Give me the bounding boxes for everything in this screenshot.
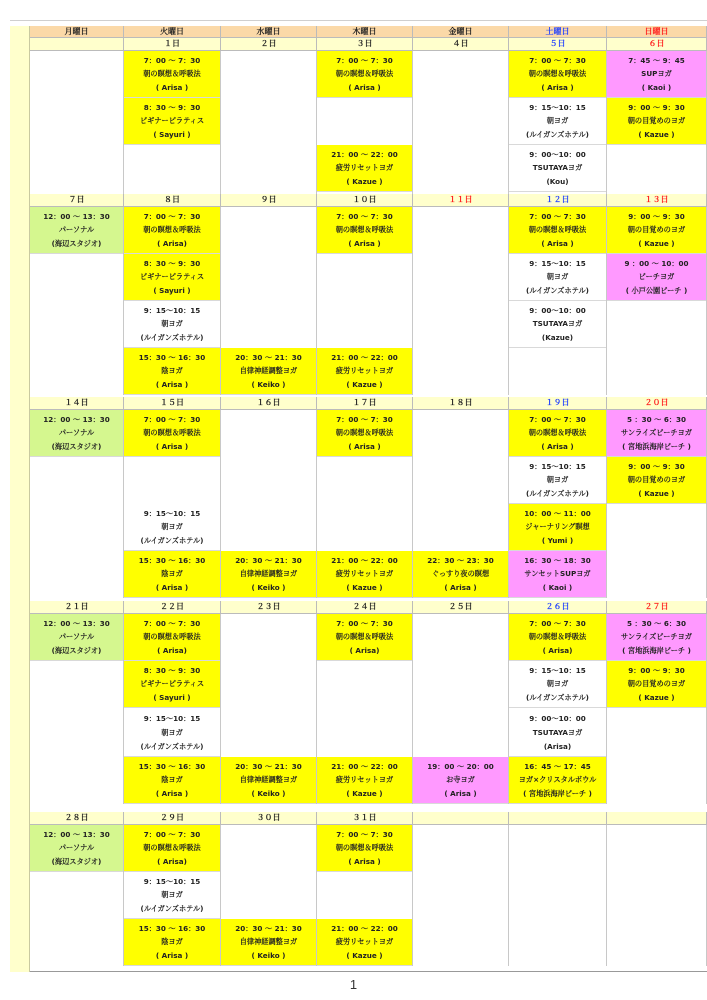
event-block[interactable] [607,254,706,301]
event-block[interactable] [317,757,412,804]
event-time: 7：00 〜 7：30 [529,415,586,425]
event-title: 朝の目覚めのヨガ [627,116,686,126]
event-title: 疲労リセットヨガ [335,163,394,173]
date-label: ９日 [221,194,317,207]
event-block[interactable] [509,51,606,98]
event-title: 朝の瞑想＆呼吸法 [143,843,201,853]
date-label: ２９日 [124,812,221,825]
date-label: ６日 [607,38,707,51]
event-title: ジャーナリング瞑想 [525,522,590,532]
event-title: サンライズビーチヨガ [621,632,692,642]
event-time: 9：15〜10：15 [529,666,586,676]
event-title: 疲労リセットヨガ [335,937,394,947]
event-instructor: (ルイガンズホテル) [140,741,204,751]
event-time: 21：00 〜 22：00 [331,924,398,934]
date-label: ２４日 [317,601,413,614]
date-label: １１日 [413,194,509,207]
event-block[interactable] [124,348,220,395]
event-instructor: (Kou) [546,176,569,186]
event-time: 21：00 〜 22：00 [331,556,398,566]
date-label [607,812,707,825]
date-label: ２２日 [124,601,221,614]
date-label: １０日 [317,194,413,207]
event-block[interactable] [124,661,220,708]
event-instructor: ( Arisa ) [541,82,574,92]
date-label: １８日 [413,397,509,410]
event-block[interactable] [509,661,606,708]
event-instructor: (ルイガンズホテル) [140,903,204,913]
event-block[interactable] [124,207,220,254]
date-label [30,38,124,51]
event-instructor: ( Kazue ) [346,582,383,592]
event-instructor: ( Arisa) [349,645,380,655]
event-title: SUPヨガ [641,69,672,79]
event-time: 9：00 〜 9：30 [628,666,685,676]
event-time: 7：00 〜 7：30 [143,619,201,629]
event-title: 自律神経調整ヨガ [239,775,298,785]
event-block[interactable] [124,504,220,551]
event-title: 朝の瞑想＆呼吸法 [335,428,394,438]
event-time: 7：00 〜 7：30 [529,212,586,222]
event-time: 7：00 〜 7：30 [336,830,393,840]
date-label: １７日 [317,397,413,410]
date-label: １５日 [124,397,221,410]
day-cell [509,825,607,966]
event-time: 9：15〜10：15 [143,877,201,887]
event-title: 朝ヨガ [161,319,183,329]
event-instructor: (ルイガンズホテル) [140,535,204,545]
event-title: 朝ヨガ [161,890,183,900]
event-time: 5 ：30 〜 6：30 [626,619,687,629]
event-instructor: ( Sayuri ) [153,285,191,295]
weekday-header: 水曜日 [221,26,317,38]
event-block[interactable] [607,410,706,457]
event-title: ビーチヨガ [638,272,675,282]
event-instructor: ( Sayuri ) [153,692,191,702]
day-cell [413,825,509,966]
event-block[interactable] [317,410,412,457]
event-time: 9：15〜10：15 [143,306,201,316]
date-label: ２７日 [607,601,707,614]
event-instructor: (ルイガンズホテル) [526,692,589,702]
event-time: 9：00 〜 9：30 [628,103,685,113]
event-block[interactable] [30,614,123,661]
event-instructor: ( Arisa ) [155,82,189,92]
event-instructor: ( Arisa ) [348,856,381,866]
event-block[interactable] [124,825,220,872]
event-title: 朝の瞑想＆呼吸法 [143,632,201,642]
event-instructor: ( Keiko ) [251,788,286,798]
event-instructor: (ルイガンズホテル) [526,129,589,139]
event-title: パーソナル [58,843,95,853]
event-title: 朝の目覚めのヨガ [627,475,686,485]
event-instructor: ( Arisa ) [155,582,189,592]
event-instructor: ( Arisa ) [155,950,189,960]
event-instructor: ( Yumi ) [541,535,574,545]
event-instructor: (海辺スタジオ) [51,645,102,655]
event-instructor: ( Kazue ) [638,488,675,498]
event-title: 陰ヨガ [161,366,183,376]
event-instructor: ( Arisa ) [155,441,189,451]
event-time: 9：00 〜 9：30 [628,212,685,222]
event-block[interactable] [607,457,706,504]
date-label: ２１日 [30,601,124,614]
event-title: 朝の目覚めのヨガ [627,679,686,689]
date-label: ４日 [413,38,509,51]
event-time: 12：00 〜 13：30 [43,619,110,629]
event-instructor: ( Arisa ) [155,788,189,798]
event-block[interactable] [221,757,316,804]
event-block[interactable] [509,708,606,757]
event-title: サンセットSUPヨガ [524,569,591,579]
date-label: １９日 [509,397,607,410]
event-block[interactable] [317,207,412,254]
event-instructor: ( Arisa) [157,856,187,866]
event-time: 7：00 〜 7：30 [143,56,201,66]
event-title: 朝ヨガ [546,679,569,689]
event-block[interactable] [317,51,412,98]
event-time: 12：00 〜 13：30 [43,415,110,425]
event-instructor: ( Keiko ) [251,582,286,592]
event-title: ビギナーピラティス [139,272,205,282]
event-instructor: ( Kaoi ) [641,82,672,92]
event-title: 朝の瞑想＆呼吸法 [528,428,587,438]
event-block[interactable] [607,207,706,254]
event-time: 21：00 〜 22：00 [331,762,398,772]
event-title: 疲労リセットヨガ [335,775,394,785]
event-time: 9：00〜10：00 [529,306,586,316]
event-title: パーソナル [58,225,95,235]
event-instructor: (ルイガンズホテル) [526,285,589,295]
event-title: お寺ヨガ [446,775,475,785]
day-cell [30,51,124,207]
event-instructor: ( 宮地浜海岸ビーチ ) [622,645,691,655]
event-instructor: ( Keiko ) [251,950,286,960]
event-time: 7：00 〜 7：30 [336,212,393,222]
event-instructor: ( Arisa ) [541,441,574,451]
event-time: 22：30 〜 23：30 [427,556,494,566]
event-block[interactable] [317,551,412,598]
date-label: ３０日 [221,812,317,825]
event-time: 9：15〜10：15 [529,462,586,472]
event-time: 20：30 〜 21：30 [235,762,302,772]
event-title: 疲労リセットヨガ [335,366,394,376]
event-time: 12：00 〜 13：30 [43,212,110,222]
event-block[interactable] [509,254,606,301]
event-block[interactable] [124,614,220,661]
event-instructor: (海辺スタジオ) [51,856,102,866]
date-label: ７日 [30,194,124,207]
event-title: 朝ヨガ [161,727,183,737]
event-time: 7：00 〜 7：30 [143,415,201,425]
date-label: ３日 [317,38,413,51]
event-block[interactable] [607,614,706,661]
event-block[interactable] [509,145,606,192]
event-block[interactable] [509,614,606,661]
top-rule [10,20,707,21]
day-cell [221,51,317,207]
event-title: 朝の瞑想＆呼吸法 [335,632,394,642]
event-block[interactable] [124,98,220,145]
event-title: 朝ヨガ [546,116,569,126]
event-instructor: ( Kazue ) [638,692,675,702]
day-cell [413,51,509,207]
event-instructor: ( Arisa ) [444,788,477,798]
date-label [413,812,509,825]
event-instructor: (ルイガンズホテル) [526,488,589,498]
date-label: １３日 [607,194,707,207]
left-margin-bar [10,26,30,972]
event-title: 自律神経調整ヨガ [239,937,298,947]
event-block[interactable] [124,254,220,301]
event-block[interactable] [124,301,220,348]
event-title: ヨガ×クリスタルボウル [518,775,597,785]
event-block[interactable] [607,661,706,708]
event-instructor: (Kazue) [541,332,574,342]
date-label: ８日 [124,194,221,207]
event-block[interactable] [124,708,220,757]
weekday-header: 土曜日 [509,26,607,38]
event-title: TSUTAYAヨガ [532,727,583,737]
event-block[interactable] [509,301,606,348]
date-label: ２８日 [30,812,124,825]
event-block[interactable] [317,825,412,872]
event-title: ぐっすり夜の瞑想 [431,569,490,579]
event-title: TSUTAYAヨガ [532,163,583,173]
event-block[interactable] [124,51,220,98]
event-block[interactable] [124,872,220,919]
event-instructor: ( Arisa ) [541,238,574,248]
event-instructor: ( Arisa ) [348,82,381,92]
event-time: 20：30 〜 21：30 [235,353,302,363]
event-title: 朝の瞑想＆呼吸法 [143,225,201,235]
event-instructor: ( 宮地浜海岸ビーチ ) [523,788,592,798]
event-title: 朝の瞑想＆呼吸法 [528,69,587,79]
event-instructor: ( Kazue ) [638,129,675,139]
event-time: 9：15〜10：15 [143,509,201,519]
event-title: 自律神経調整ヨガ [239,569,298,579]
event-block[interactable] [124,410,220,457]
event-time: 9：00 〜 9：30 [628,462,685,472]
event-title: 陰ヨガ [161,775,183,785]
event-time: 15：30 〜 16：30 [138,556,206,566]
event-time: 8：30 〜 9：30 [143,259,201,269]
event-time: 16：45 〜 17：45 [524,762,591,772]
event-time: 9：00〜10：00 [529,150,586,160]
event-title: ビギナーピラティス [139,116,205,126]
event-block[interactable] [607,51,706,98]
event-instructor: ( Arisa) [157,645,187,655]
grid-bottom-border [30,971,707,972]
event-time: 7：00 〜 7：30 [529,56,586,66]
event-title: 朝ヨガ [161,522,183,532]
event-time: 7：00 〜 7：30 [143,212,201,222]
event-instructor: ( Kazue ) [346,950,383,960]
event-block[interactable] [509,757,606,804]
event-block[interactable] [509,551,606,598]
event-title: TSUTAYAヨガ [532,319,583,329]
event-title: 陰ヨガ [161,569,183,579]
event-time: 19：00 〜 20：00 [427,762,494,772]
event-time: 7：00 〜 7：30 [336,619,393,629]
calendar-grid [30,26,707,972]
event-block[interactable] [317,614,412,661]
event-time: 21：00 〜 22：00 [331,150,398,160]
event-time: 8：30 〜 9：30 [143,103,201,113]
event-block[interactable] [509,457,606,504]
event-instructor: ( 小戸公園ビーチ ) [625,285,688,295]
event-instructor: ( Keiko ) [251,379,286,389]
date-label: １２日 [509,194,607,207]
event-title: 朝の目覚めのヨガ [627,225,686,235]
event-instructor: ( Arisa ) [444,582,477,592]
event-block[interactable] [221,551,316,598]
event-title: サンライズビーチヨガ [621,428,692,438]
event-time: 7：00 〜 7：30 [336,415,393,425]
date-label: ５日 [509,38,607,51]
event-block[interactable] [30,825,123,872]
event-block[interactable] [509,410,606,457]
event-title: 疲労リセットヨガ [335,569,394,579]
event-instructor: ( Arisa ) [155,379,189,389]
event-title: 陰ヨガ [161,937,183,947]
event-title: ビギナーピラティス [139,679,205,689]
event-block[interactable] [413,551,508,598]
event-time: 9：00〜10：00 [529,713,586,723]
event-time: 9：15〜10：15 [529,259,586,269]
event-block[interactable] [607,98,706,145]
event-title: 自律神経調整ヨガ [239,366,298,376]
event-instructor: (ルイガンズホテル) [140,332,204,342]
date-label: １４日 [30,397,124,410]
date-label: １日 [124,38,221,51]
event-time: 9 ：00 〜 10：00 [624,259,689,269]
date-label: ３１日 [317,812,413,825]
event-block[interactable] [413,757,508,804]
event-title: パーソナル [58,428,95,438]
event-time: 20：30 〜 21：30 [235,924,302,934]
event-time: 9：15〜10：15 [143,713,201,723]
event-block[interactable] [509,504,606,551]
event-instructor: (Arisa) [543,741,572,751]
event-title: 朝の瞑想＆呼吸法 [335,843,394,853]
date-label [509,812,607,825]
date-label: ２０日 [607,397,707,410]
event-time: 9：15〜10：15 [529,103,586,113]
event-instructor: ( Arisa ) [348,238,381,248]
date-label: ２６日 [509,601,607,614]
weekday-header: 金曜日 [413,26,509,38]
date-label: ２日 [221,38,317,51]
event-instructor: ( Kazue ) [346,788,383,798]
date-label: １６日 [221,397,317,410]
event-time: 12：00 〜 13：30 [43,830,110,840]
weekday-header: 火曜日 [124,26,221,38]
event-title: 朝ヨガ [546,272,569,282]
event-time: 15：30 〜 16：30 [138,762,206,772]
event-block[interactable] [221,919,316,966]
event-block[interactable] [221,348,316,395]
event-title: 朝の瞑想＆呼吸法 [528,225,587,235]
event-title: 朝の瞑想＆呼吸法 [528,632,587,642]
event-instructor: ( Kaoi ) [542,582,573,592]
event-block[interactable] [509,207,606,254]
event-time: 5 ：30 〜 6：30 [626,415,687,425]
event-time: 7：45 〜 9：45 [628,56,685,66]
event-block[interactable] [30,410,123,457]
event-block[interactable] [317,145,412,192]
day-cell [607,825,707,966]
event-title: 朝ヨガ [546,475,569,485]
day-cell [413,207,509,395]
event-instructor: ( Kazue ) [638,238,675,248]
event-title: 朝の瞑想＆呼吸法 [143,428,201,438]
event-block[interactable] [509,98,606,145]
event-instructor: ( Arisa) [542,645,573,655]
event-instructor: ( Kazue ) [346,379,383,389]
event-time: 7：00 〜 7：30 [529,619,586,629]
page-number: 1 [349,977,358,992]
event-block[interactable] [124,919,220,966]
date-label: ２５日 [413,601,509,614]
event-time: 15：30 〜 16：30 [138,353,206,363]
event-instructor: ( 宮地浜海岸ビーチ ) [622,441,691,451]
weekday-header: 木曜日 [317,26,413,38]
event-block[interactable] [317,348,412,395]
event-time: 16：30 〜 18：30 [524,556,591,566]
event-time: 21：00 〜 22：00 [331,353,398,363]
weekday-header: 月曜日 [30,26,124,38]
event-title: パーソナル [58,632,95,642]
weekday-header: 日曜日 [607,26,707,38]
event-block[interactable] [317,919,412,966]
event-time: 7：00 〜 7：30 [143,830,201,840]
event-title: 朝の瞑想＆呼吸法 [335,225,394,235]
event-block[interactable] [124,757,220,804]
event-title: 朝の瞑想＆呼吸法 [335,69,394,79]
event-instructor: (海辺スタジオ) [51,441,102,451]
event-instructor: ( Arisa) [157,238,187,248]
event-instructor: ( Kazue ) [346,176,383,186]
date-label: ２３日 [221,601,317,614]
event-instructor: (海辺スタジオ) [51,238,102,248]
event-time: 15：30 〜 16：30 [138,924,206,934]
event-time: 7：00 〜 7：30 [336,56,393,66]
event-block[interactable] [124,551,220,598]
event-instructor: ( Arisa ) [348,441,381,451]
event-time: 10：00 〜 11：00 [524,509,591,519]
event-title: 朝の瞑想＆呼吸法 [143,69,201,79]
event-time: 20：30 〜 21：30 [235,556,302,566]
event-time: 8：30 〜 9：30 [143,666,201,676]
event-block[interactable] [30,207,123,254]
event-instructor: ( Sayuri ) [153,129,191,139]
